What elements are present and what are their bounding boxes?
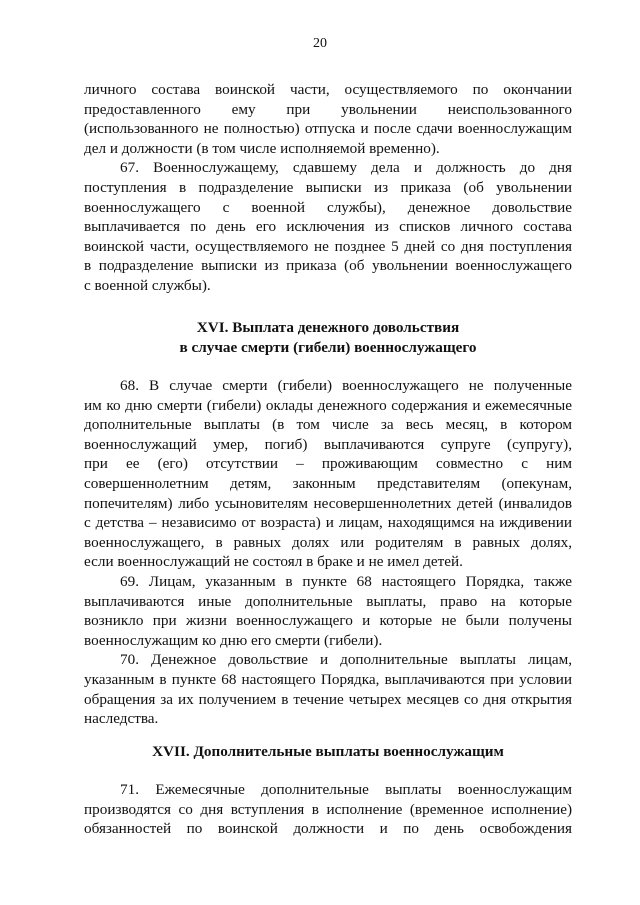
text-line: выплачиваются иные дополнительные выплаты, право на которые	[84, 592, 572, 610]
text-line: наследства.	[84, 710, 159, 728]
text-line: дел и должности (в том числе исполняемой временно).	[84, 139, 440, 157]
text-line: воинской части, осуществляемого не позднее 5 дней со дня поступления	[84, 237, 572, 255]
text-line: указанным в пункте 68 настоящего Порядка, выплачиваются при условии	[84, 670, 572, 688]
text-line: выплачивается по день его исключения из списков личного состава	[84, 218, 572, 236]
text-line: обязанностей по воинской должности и по день освобождения	[84, 820, 572, 838]
text-line: военнослужащего, в равных долях или родителям в равных долях,	[84, 533, 572, 551]
text-line: им ко дню смерти (гибели) оклады денежного содержания и ежемесячные	[84, 396, 572, 414]
text-line: 71. Ежемесячные дополнительные выплаты военнослужащим	[120, 781, 572, 798]
text-line: дополнительные выплаты (в том числе за весь месяц, в котором	[84, 416, 572, 434]
text-line: обращения за их получением в течение четырех месяцев со дня открытия	[84, 690, 572, 708]
text-line: (использованного не полностью) отпуска и после сдачи военнослужащим	[84, 120, 572, 138]
text-block-section17	[84, 780, 572, 839]
text-line: в подразделение выписки из приказа (об увольнении военнослужащего	[84, 257, 572, 275]
text-line: если военнослужащий не состоял в браке и не имел детей.	[84, 553, 463, 571]
text-line: совершеннолетним детям, законным представителям (опекунам,	[84, 474, 572, 492]
heading-line: XVII. Дополнительные выплаты военнослужащим	[152, 743, 504, 760]
text-line: 67. Военнослужащему, сдавшему дела и должность до дня	[120, 159, 572, 177]
text-line: с детства – независимо от возраста) и лицам, находящимся на иждивении	[84, 514, 572, 532]
text-line: с военной службы).	[84, 276, 211, 294]
text-line: 69. Лицам, указанным в пункте 68 настоящего Порядка, также	[120, 572, 572, 590]
text-line: военнослужащим ко дню его смерти (гибели).	[84, 631, 383, 649]
heading-line: в случае смерти (гибели) военнослужащего	[179, 339, 477, 356]
text-line: военнослужащего с военной службы), денежное довольствие	[84, 198, 572, 216]
text-line: возникло при жизни военнослужащего и которые не были получены	[84, 612, 572, 630]
text-block-section16	[84, 376, 572, 729]
text-line: 68. В случае смерти (гибели) военнослужащего не полученные	[120, 377, 572, 394]
text-block-section15-end	[84, 80, 572, 296]
text-line: военнослужащий умер, погиб) выплачиваются супруге (супругу),	[84, 435, 572, 453]
text-line: попечителям) либо усыновителям несовершеннолетних детей (инвалидов	[84, 494, 572, 512]
page-number: 20	[313, 36, 327, 51]
section-heading-xvii	[84, 742, 572, 762]
heading-line: XVI. Выплата денежного довольствия	[196, 319, 460, 336]
text-line: 70. Денежное довольствие и дополнительные выплаты лицам,	[120, 651, 572, 669]
text-line: производятся со дня вступления в исполнение (временное исполнение)	[84, 800, 572, 818]
text-line: личного состава воинской части, осуществляемого по окончании	[84, 81, 572, 98]
section-heading-xvi	[84, 318, 572, 358]
text-line: предоставленного ему при увольнении неиспользованного	[84, 100, 572, 118]
text-line: при ее (его) отсутствии – проживающим совместно с ним	[84, 455, 572, 473]
text-line: поступления в подразделение выписки из приказа (об увольнении	[84, 178, 572, 196]
